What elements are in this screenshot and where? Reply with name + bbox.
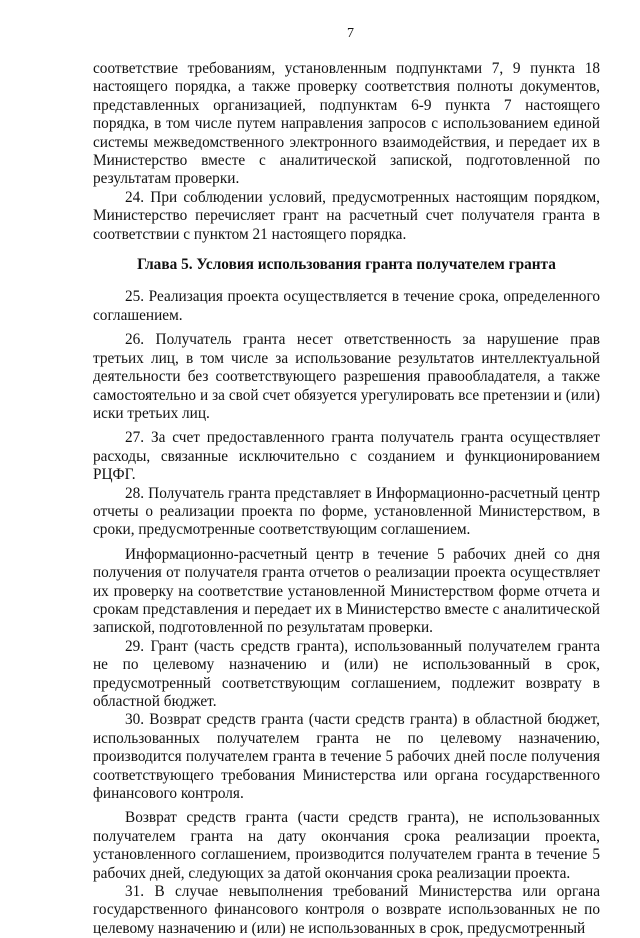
paragraph-30-continuation: Возврат средств гранта (части средств гранта), не использованных получателем гранта на дату окончания срока реализации проекта, установленного соглашением, производится получателем гранта в течение 5 рабочих дней, следующих за датой окончания срока реализации проекта. (93, 809, 600, 882)
document-body (93, 60, 600, 938)
paragraph-30: 30. Возврат средств гранта (части средств гранта) в областной бюджет, использованных получателем гранта не по целевому назначению, производится получателем гранта в течение 5 рабочих дней после получения соответствующего требования Министерства или органа государственного финансового контроля. (93, 711, 600, 803)
paragraph-28-continuation: Информационно-расчетный центр в течение 5 рабочих дней со дня получения от получателя гранта отчетов о реализации проекта осуществляет их проверку на соответствие установленной Министерством форме отчета и срокам представления и передает их в Министерство вместе с аналитической запиской, подготовленной по результатам проверки. (93, 545, 600, 637)
paragraph-29: 29. Грант (часть средств гранта), использованный получателем гранта не по целевому назначению и (или) не использованный в срок, предусмотренный соответствующим соглашением, подлежит возврату в областной бюджет. (93, 637, 600, 710)
paragraph-24: 24. При соблюдении условий, предусмотренных настоящим порядком, Министерство перечисляет грант на расчетный счет получателя гранта в соответствии с пунктом 21 настоящего порядка. (93, 188, 600, 243)
paragraph-25: 25. Реализация проекта осуществляется в течение срока, определенного соглашением. (93, 288, 600, 324)
page-number: 7 (347, 26, 354, 41)
paragraph-26: 26. Получатель гранта несет ответственность за нарушение прав третьих лиц, в том числе за использование результатов интеллектуальной деятельности без соответствующего разрешения правообладателя, а также самостоятельно и за свой счет обязуется урегулировать все претензии и (или) иски третьих лиц. (93, 331, 600, 422)
paragraph-27: 27. За счет предоставленного гранта получатель гранта осуществляет расходы, связанные исключительно с созданием и функционированием РЦФГ. (93, 429, 600, 484)
chapter-heading: Глава 5. Условия использования гранта получателем гранта (137, 256, 556, 274)
paragraph-23-continuation: соответствие требованиям, установленным подпунктами 7, 9 пункта 18 настоящего порядка, а также проверку соответствия полноты документов, представленных организацией, подпунктам 6-9 пункта 7 настоящего порядка, в том числе путем направления запросов с использованием единой системы межведомственного электронного взаимодействия, и передает их в Министерство вместе с аналитической запиской, подготовленной по результатам проверки. (93, 60, 600, 188)
paragraph-31: 31. В случае невыполнения требований Министерства или органа государственного финансового контроля о возврате использованных не по целевому назначению и (или) не использованных в срок, предусмотренный (93, 883, 600, 937)
paragraph-28: 28. Получатель гранта представляет в Информационно-расчетный центр отчеты о реализации проекта по форме, установленной Министерством, в сроки, предусмотренные соответствующим соглашением. (93, 484, 600, 539)
